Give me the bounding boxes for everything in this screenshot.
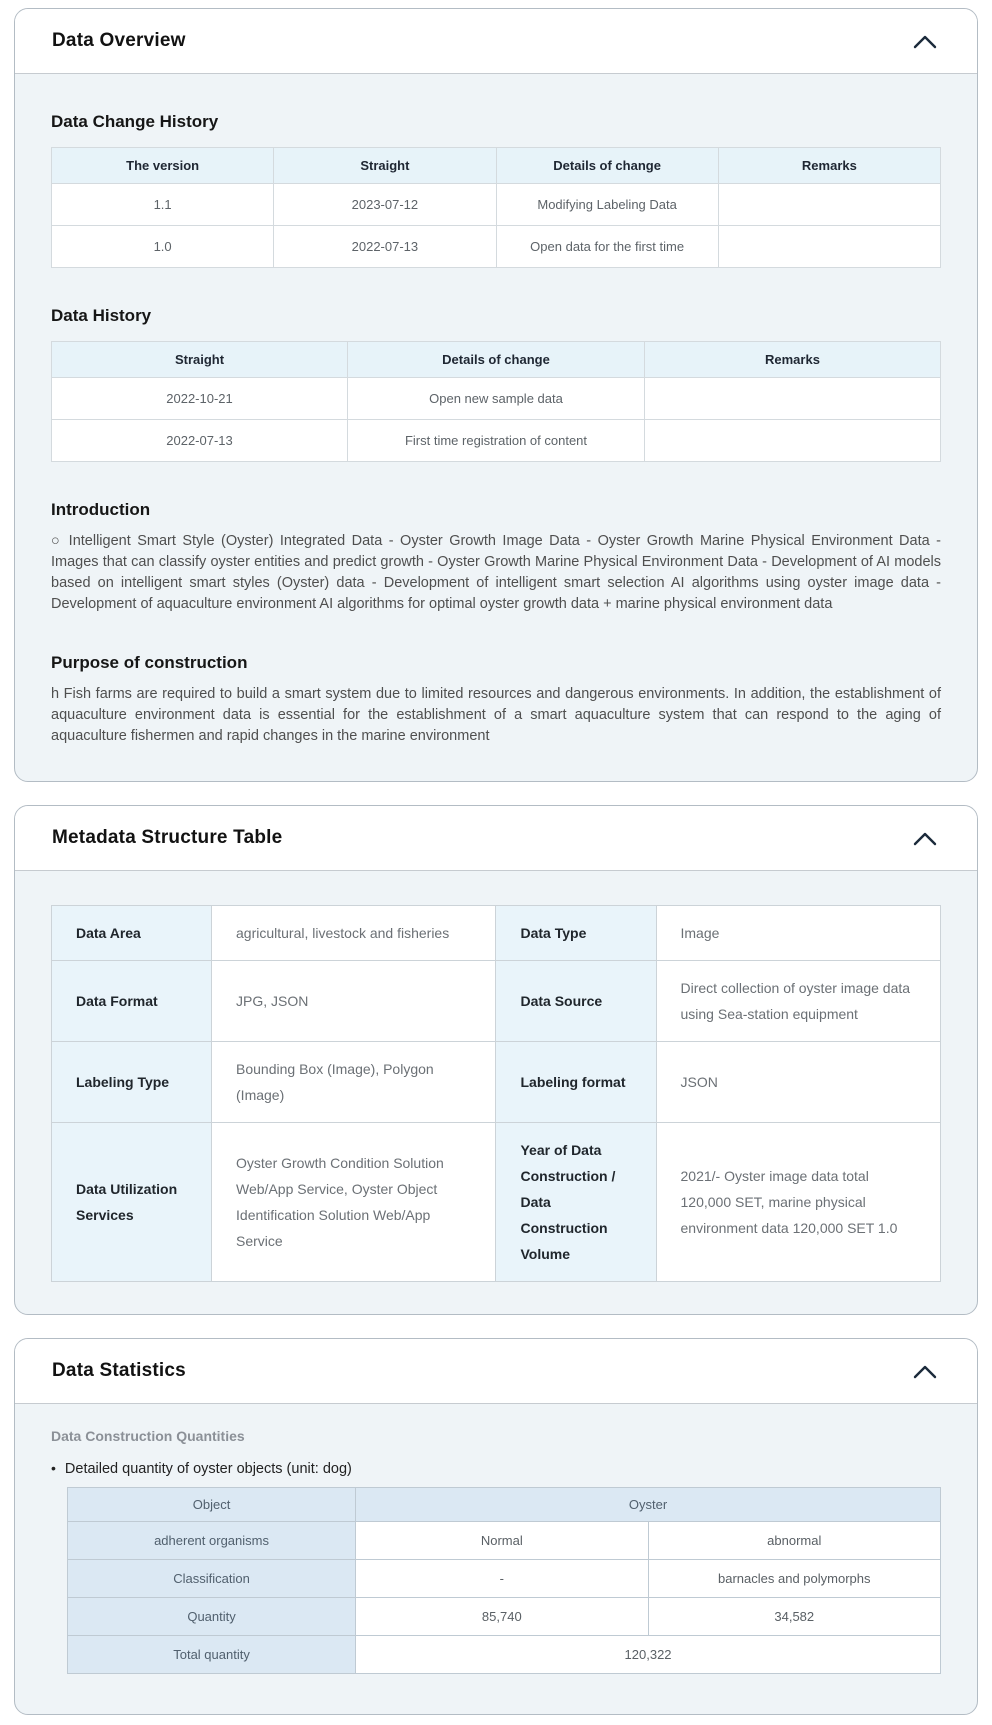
table-row xyxy=(68,1598,941,1636)
cell-date: 2023-07-12 xyxy=(274,184,496,226)
stats-row-label: Total quantity xyxy=(68,1636,356,1674)
meta-value: Bounding Box (Image), Polygon (Image) xyxy=(212,1042,496,1123)
cell-details: First time registration of content xyxy=(348,420,645,462)
data-change-history-table xyxy=(51,147,941,268)
table-row xyxy=(52,226,941,268)
cell-date: 2022-07-13 xyxy=(52,420,348,462)
statistics-panel xyxy=(14,1338,978,1715)
meta-label: Labeling format xyxy=(496,1042,656,1123)
purpose-heading: Purpose of construction xyxy=(51,653,248,672)
table-row xyxy=(68,1636,941,1674)
meta-label: Year of Data Construction / Data Construction Volume xyxy=(496,1123,656,1282)
statistics-collapse-button[interactable] xyxy=(911,1362,939,1381)
cell-details: Open data for the first time xyxy=(496,226,718,268)
meta-value: Image xyxy=(656,906,941,961)
metadata-header[interactable] xyxy=(15,806,977,871)
column-header: The version xyxy=(52,148,274,184)
column-header: Remarks xyxy=(718,148,940,184)
table-header-row xyxy=(52,148,941,184)
stats-bullet-line xyxy=(51,1460,941,1477)
stats-row-label: adherent organisms xyxy=(68,1522,356,1560)
meta-label: Data Source xyxy=(496,961,656,1042)
cell-version: 1.1 xyxy=(52,184,274,226)
meta-value: 2021/- Oyster image data total 120,000 SET, marine physical environment data 120,000 SET 1.0 xyxy=(656,1123,941,1282)
cell-details: Modifying Labeling Data xyxy=(496,184,718,226)
column-header: Details of change xyxy=(348,342,645,378)
metadata-body xyxy=(15,871,977,1314)
bullet-icon: • xyxy=(51,1460,56,1476)
table-header-row xyxy=(52,342,941,378)
metadata-collapse-button[interactable] xyxy=(911,829,939,848)
table-row xyxy=(52,378,941,420)
object-column-header: Object xyxy=(68,1488,356,1522)
table-row xyxy=(52,1123,941,1282)
data-history-heading: Data History xyxy=(51,306,152,325)
cell-version: 1.0 xyxy=(52,226,274,268)
statistics-title: Data Statistics xyxy=(52,1360,186,1381)
statistics-body xyxy=(15,1404,977,1714)
metadata-title: Metadata Structure Table xyxy=(52,827,283,848)
chevron-up-icon xyxy=(913,1367,937,1382)
cell-remarks xyxy=(718,184,940,226)
stats-cell: barnacles and polymorphs xyxy=(648,1560,940,1598)
table-header-row xyxy=(68,1488,941,1522)
data-change-history-heading: Data Change History xyxy=(51,112,219,131)
cell-date: 2022-10-21 xyxy=(52,378,348,420)
table-row xyxy=(52,906,941,961)
stats-table-wrap xyxy=(67,1487,941,1674)
meta-value: agricultural, livestock and fisheries xyxy=(212,906,496,961)
stats-total-cell: 120,322 xyxy=(356,1636,941,1674)
column-header: Straight xyxy=(52,342,348,378)
introduction-heading: Introduction xyxy=(51,500,151,519)
stats-subtitle: Data Construction Quantities xyxy=(51,1428,245,1444)
stats-table xyxy=(67,1487,941,1674)
stats-row-label: Quantity xyxy=(68,1598,356,1636)
column-header: Details of change xyxy=(496,148,718,184)
stats-cell: 34,582 xyxy=(648,1598,940,1636)
stats-cell: Normal xyxy=(356,1522,648,1560)
column-header: Remarks xyxy=(644,342,940,378)
data-overview-header[interactable] xyxy=(15,9,977,74)
data-overview-body xyxy=(15,74,977,781)
stats-cell: 85,740 xyxy=(356,1598,648,1636)
metadata-panel xyxy=(14,805,978,1315)
introduction-text: ○ Intelligent Smart Style (Oyster) Integrated Data - Oyster Growth Image Data - Oyster Growth Marine Physical Environment Data - Images that can classify oyster entities and predict growth - Oyster Growth Marine Physical Environment Data - Development of AI models based on intelligent smart styles (Oyster) data - Development of intelligent smart selection AI algorithms using oyster image data - Development of aquaculture environment AI algorithms for optimal oyster growth data + marine physical environment data xyxy=(51,533,941,612)
purpose-text: h Fish farms are required to build a smart system due to limited resources and dangerous environments. In addition, the establishment of aquaculture environment data is essential for the establishment of a smart aquaculture system that can respond to the aging of aquaculture fishermen and rapid changes in the marine environment xyxy=(51,686,941,744)
statistics-header[interactable] xyxy=(15,1339,977,1404)
table-row xyxy=(52,1042,941,1123)
meta-label: Data Format xyxy=(52,961,212,1042)
data-overview-title: Data Overview xyxy=(52,30,186,51)
data-change-history-section xyxy=(51,112,941,268)
oyster-column-header: Oyster xyxy=(356,1488,941,1522)
cell-remarks xyxy=(718,226,940,268)
table-row xyxy=(52,961,941,1042)
table-row xyxy=(52,184,941,226)
data-history-table xyxy=(51,341,941,462)
table-row xyxy=(68,1522,941,1560)
data-history-section xyxy=(51,306,941,462)
stats-bullet-text: Detailed quantity of oyster objects (unit: dog) xyxy=(64,1461,352,1477)
stats-row-label: Classification xyxy=(68,1560,356,1598)
stats-cell: abnormal xyxy=(648,1522,940,1560)
meta-value: JSON xyxy=(656,1042,941,1123)
meta-label: Data Type xyxy=(496,906,656,961)
meta-value: Direct collection of oyster image data using Sea-station equipment xyxy=(656,961,941,1042)
meta-value: JPG, JSON xyxy=(212,961,496,1042)
meta-label: Data Area xyxy=(52,906,212,961)
meta-value: Oyster Growth Condition Solution Web/App Service, Oyster Object Identification Solution Web/App Service xyxy=(212,1123,496,1282)
introduction-section xyxy=(51,500,941,615)
meta-label: Labeling Type xyxy=(52,1042,212,1123)
cell-date: 2022-07-13 xyxy=(274,226,496,268)
data-overview-panel xyxy=(14,8,978,782)
purpose-section xyxy=(51,653,941,747)
chevron-up-icon xyxy=(913,37,937,52)
table-row xyxy=(52,420,941,462)
stats-cell: - xyxy=(356,1560,648,1598)
cell-remarks xyxy=(644,378,940,420)
meta-label: Data Utilization Services xyxy=(52,1123,212,1282)
chevron-up-icon xyxy=(913,834,937,849)
column-header: Straight xyxy=(274,148,496,184)
data-overview-collapse-button[interactable] xyxy=(911,32,939,51)
cell-remarks xyxy=(644,420,940,462)
table-row xyxy=(68,1560,941,1598)
cell-details: Open new sample data xyxy=(348,378,645,420)
metadata-table xyxy=(51,905,941,1282)
